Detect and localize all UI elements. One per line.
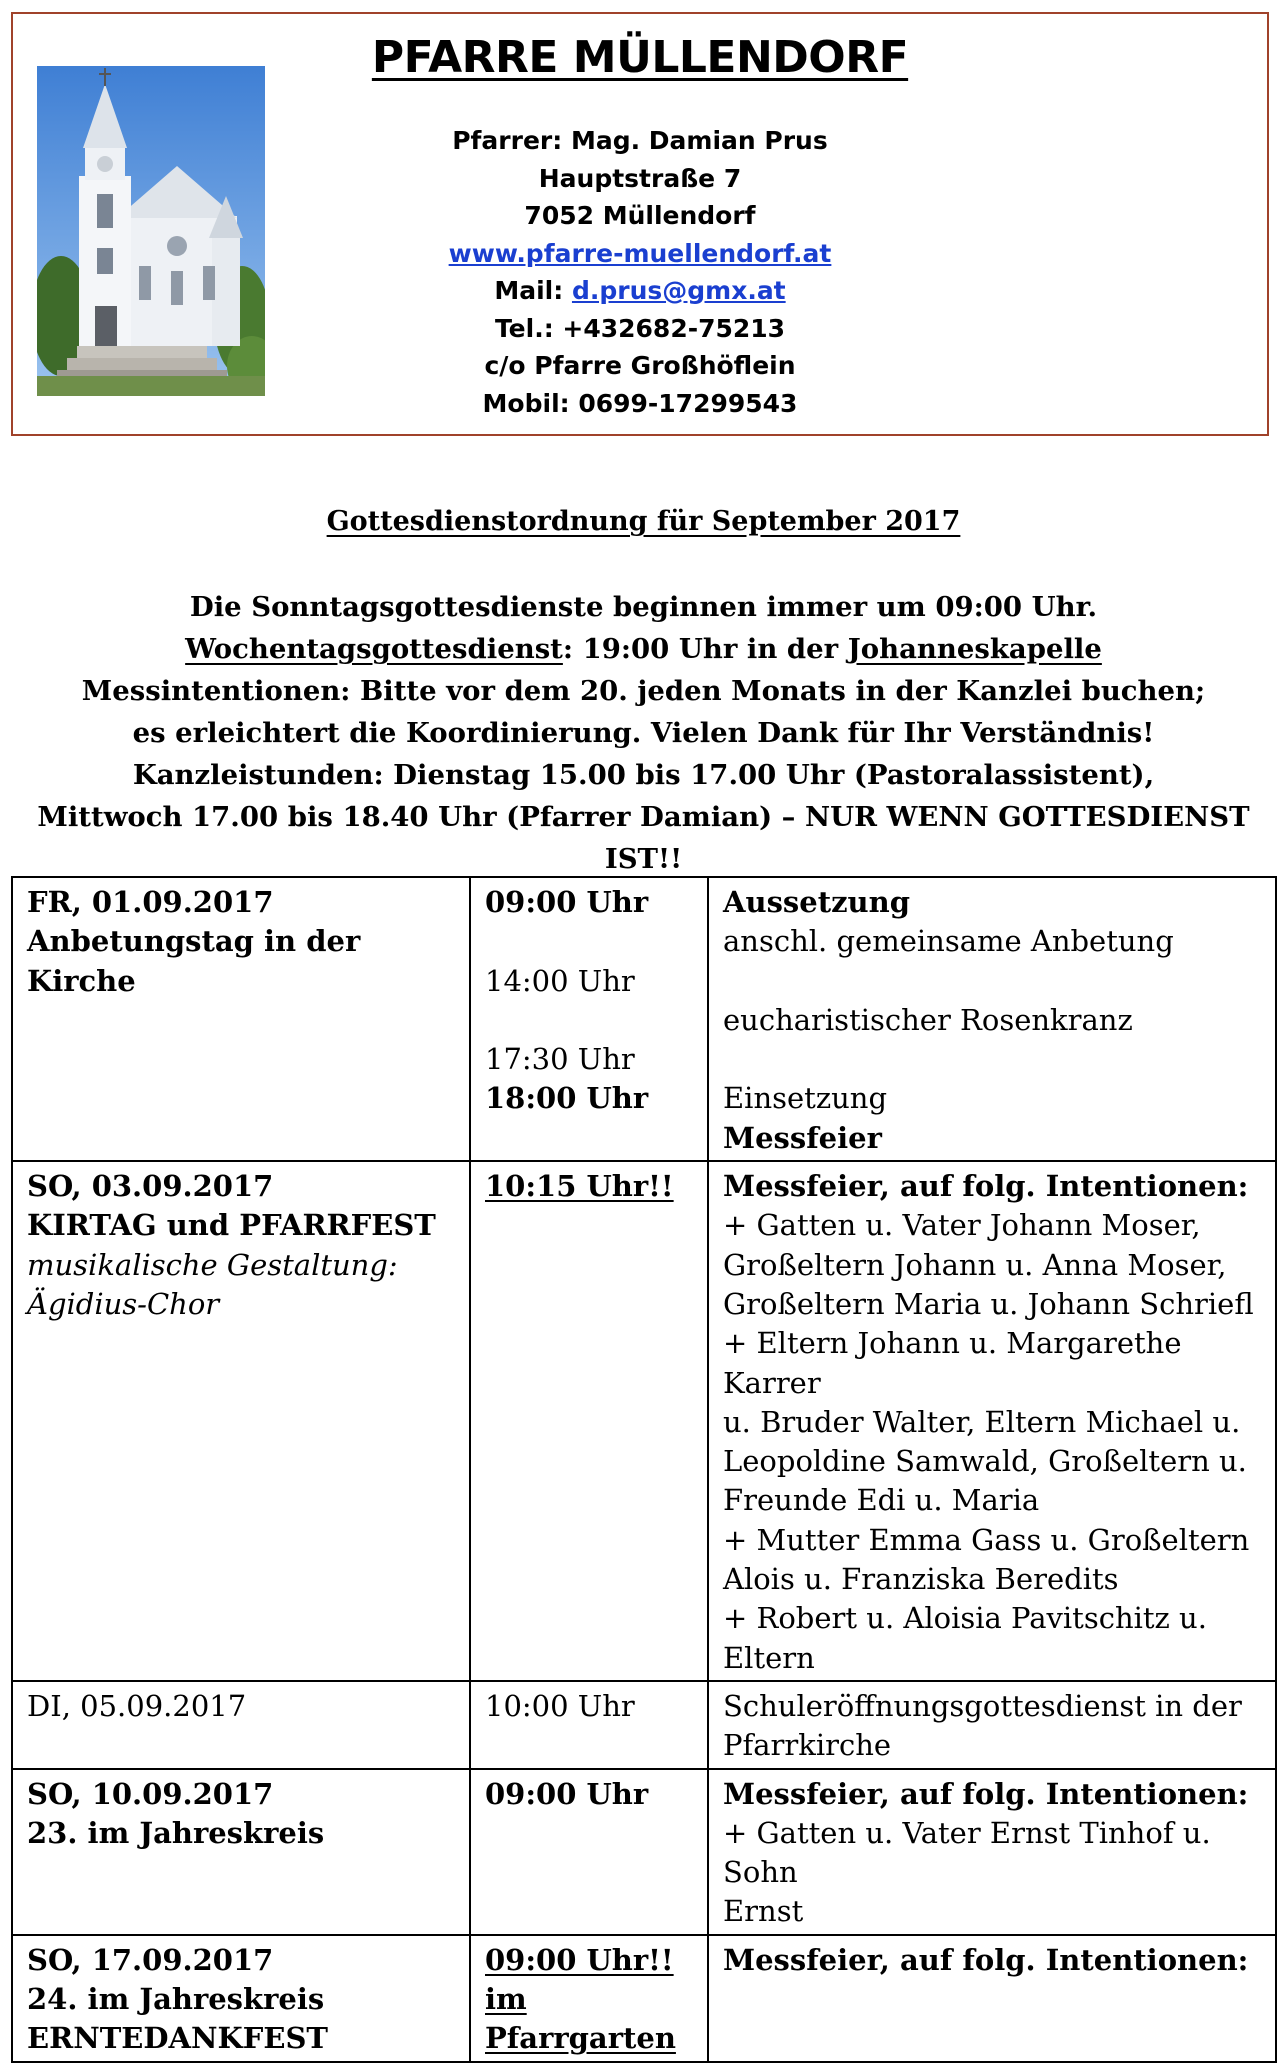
pastor-name: Pfarrer: Mag. Damian Prus bbox=[452, 126, 828, 155]
service-date: SO, 03.09.2017 bbox=[27, 1169, 274, 1204]
service-date: FR, 01.09.2017 bbox=[27, 885, 274, 919]
service-time: 09:00 Uhr bbox=[485, 1776, 649, 1811]
parish-header bbox=[11, 12, 1269, 436]
table-row bbox=[12, 1935, 1276, 2062]
mobile-number: Mobil: 0699-17299543 bbox=[482, 388, 798, 418]
intention-line: Eltern bbox=[723, 1640, 815, 1675]
table-row bbox=[12, 1769, 1276, 1935]
intention-line: + Gatten u. Vater Johann Moser, bbox=[723, 1208, 1201, 1243]
intro-line-2: Wochentagsgottesdienst: 19:00 Uhr in der Johanneskapelle bbox=[185, 633, 1102, 665]
occasion: KIRTAG und PFARRFEST bbox=[27, 1208, 436, 1243]
service-time: 10:15 Uhr!! bbox=[485, 1169, 674, 1204]
services-table bbox=[11, 876, 1277, 2063]
date-cell bbox=[12, 1681, 470, 1769]
intention-line: + Robert u. Aloisia Pavitschitz u. bbox=[723, 1601, 1207, 1636]
table-row bbox=[12, 877, 1276, 1161]
service-description: Schuleröffnungsgottesdienst in der bbox=[723, 1688, 1242, 1723]
service-description: eucharistischer Rosenkranz bbox=[723, 1002, 1133, 1037]
description-cell bbox=[708, 1935, 1276, 2062]
service-description: Aussetzung bbox=[723, 885, 910, 919]
description-cell bbox=[708, 877, 1276, 1161]
intro-line-4: es erleichtert die Koordinierung. Vielen Dank für Ihr Verständnis! bbox=[132, 717, 1155, 749]
service-description: Messfeier, auf folg. Intentionen: bbox=[723, 1776, 1249, 1811]
service-time: 17:30 Uhr bbox=[485, 1042, 635, 1077]
table-row bbox=[12, 1681, 1276, 1769]
intention-line: + Gatten u. Vater Ernst Tinhof u. Sohn bbox=[723, 1815, 1211, 1890]
service-time: 14:00 Uhr bbox=[485, 963, 635, 998]
description-cell bbox=[708, 1681, 1276, 1769]
intention-line: Freunde Edi u. Maria bbox=[723, 1483, 1040, 1518]
intention-line: Großeltern Johann u. Anna Moser, bbox=[723, 1247, 1227, 1282]
occasion: Kirche bbox=[27, 963, 136, 998]
service-description: Messfeier, auf folg. Intentionen: bbox=[723, 1942, 1249, 1977]
time-cell bbox=[470, 877, 708, 1161]
time-cell bbox=[470, 1769, 708, 1935]
time-cell bbox=[470, 1681, 708, 1769]
service-description: anschl. gemeinsame Anbetung bbox=[723, 924, 1174, 959]
time-cell bbox=[470, 1935, 708, 2062]
intention-line: Großeltern Maria u. Johann Schriefl bbox=[723, 1286, 1254, 1321]
intro-line-3: Messintentionen: Bitte vor dem 20. jeden Monats in der Kanzlei buchen; bbox=[81, 675, 1206, 707]
service-time: 18:00 Uhr bbox=[485, 1081, 649, 1116]
service-description: Messfeier, auf folg. Intentionen: bbox=[723, 1169, 1249, 1204]
service-date: SO, 17.09.2017 bbox=[27, 1942, 274, 1977]
intention-line: Ernst bbox=[723, 1894, 804, 1929]
intention-line: Alois u. Franziska Beredits bbox=[723, 1562, 1119, 1597]
street-address: Hauptstraße 7 bbox=[538, 163, 742, 193]
city-address: 7052 Müllendorf bbox=[524, 201, 756, 230]
intention-line: + Mutter Emma Gass u. Großeltern bbox=[723, 1522, 1250, 1557]
intro-line-6: Mittwoch 17.00 bis 18.40 Uhr (Pfarrer Damian) – NUR WENN GOTTESDIENST IST!! bbox=[37, 801, 1250, 875]
music-note: musikalische Gestaltung: bbox=[27, 1247, 398, 1282]
intention-line: + Eltern Johann u. Margarethe Karrer bbox=[723, 1326, 1182, 1400]
contact-block bbox=[13, 122, 1267, 422]
occasion: 24. im Jahreskreis bbox=[27, 1982, 325, 2017]
intro-line-1: Die Sonntagsgottesdienste beginnen immer um 09:00 Uhr. bbox=[189, 591, 1098, 623]
occasion: Anbetungstag in der bbox=[27, 924, 361, 959]
service-description: Einsetzung bbox=[723, 1081, 888, 1116]
intention-line: u. Bruder Walter, Eltern Michael u. bbox=[723, 1404, 1241, 1439]
description-cell bbox=[708, 1769, 1276, 1935]
mail-link[interactable]: d.prus@gmx.at bbox=[571, 276, 786, 305]
time-cell bbox=[470, 1161, 708, 1681]
service-time: 10:00 Uhr bbox=[485, 1688, 635, 1723]
occasion: 23. im Jahreskreis bbox=[27, 1815, 325, 1850]
service-description: Messfeier bbox=[723, 1120, 882, 1155]
intro-text bbox=[0, 586, 1287, 880]
music-note: Ägidius-Chor bbox=[27, 1286, 220, 1321]
service-date: SO, 10.09.2017 bbox=[27, 1776, 274, 1811]
intention-line: Leopoldine Samwald, Großeltern u. bbox=[723, 1444, 1247, 1479]
table-row bbox=[12, 1161, 1276, 1681]
service-description: Pfarrkirche bbox=[723, 1728, 892, 1763]
intro-line-5: Kanzleistunden: Dienstag 15.00 bis 17.00 Uhr (Pastoralassistent), bbox=[132, 759, 1155, 791]
parish-title: PFARRE MÜLLENDORF bbox=[371, 32, 909, 83]
description-cell bbox=[708, 1161, 1276, 1681]
phone-number: Tel.: +432682-75213 bbox=[494, 313, 786, 343]
date-cell bbox=[12, 877, 470, 1161]
service-location: Pfarrgarten bbox=[485, 2021, 676, 2056]
service-time: 09:00 Uhr bbox=[485, 885, 649, 919]
mail-line: Mail: d.prus@gmx.at bbox=[494, 276, 786, 305]
care-of-line: c/o Pfarre Großhöflein bbox=[484, 351, 796, 380]
service-time: 09:00 Uhr!! bbox=[485, 1942, 674, 1977]
service-date: DI, 05.09.2017 bbox=[27, 1688, 247, 1723]
date-cell bbox=[12, 1935, 470, 2062]
occasion: ERNTEDANKFEST bbox=[27, 2021, 328, 2056]
website-link[interactable]: www.pfarre-muellendorf.at bbox=[448, 238, 832, 268]
date-cell bbox=[12, 1161, 470, 1681]
service-location: im bbox=[485, 1982, 527, 2017]
date-cell bbox=[12, 1769, 470, 1935]
schedule-title: Gottesdienstordnung für September 2017 bbox=[326, 506, 961, 537]
